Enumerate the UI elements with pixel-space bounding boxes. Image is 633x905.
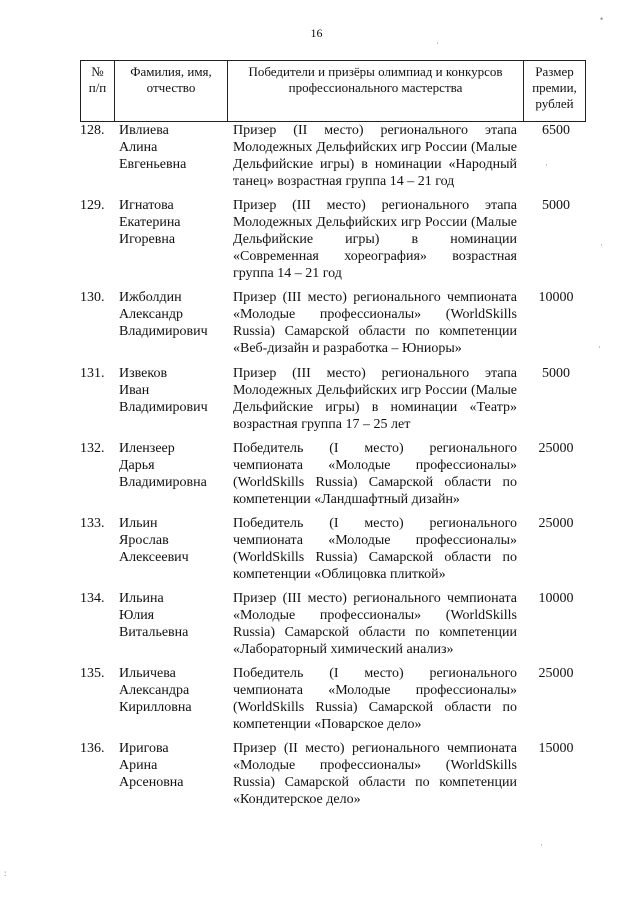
first-name: Ярослав <box>119 533 169 548</box>
full-name <box>119 590 229 641</box>
first-name: Екатерина <box>119 215 181 230</box>
surname: Ижболдин <box>119 290 182 305</box>
achievement-description: Призер (III место) регионального чемпионата «Молодые профессионалы» (WorldSkills Russia) Самарской области по компетенции «Веб-дизайн и разработка – Юниоры» <box>233 290 517 356</box>
row-number: 135. <box>80 666 105 681</box>
page-number: 16 <box>310 26 323 40</box>
row-number: 136. <box>80 741 105 756</box>
row-number: 130. <box>80 290 105 305</box>
patronymic: Владимирович <box>119 324 208 339</box>
full-name <box>119 197 229 248</box>
first-name: Алина <box>119 140 158 155</box>
achievement-description: Призер (III место) регионального чемпионата «Молодые профессионалы» (WorldSkills Russia) Самарской области по компетенции «Лабораторный химический анализ» <box>233 591 517 657</box>
prize-amount: 25000 <box>538 516 574 531</box>
row-number: 134. <box>80 591 105 606</box>
patronymic: Кирилловна <box>119 700 192 715</box>
prize-amount: 25000 <box>538 666 574 681</box>
prize-amount: 10000 <box>538 290 574 305</box>
row-number: 129. <box>80 198 105 213</box>
scan-speck: · <box>540 840 543 850</box>
achievement-description: Победитель (I место) регионального чемпионата «Молодые профессионалы» (WorldSkills Russia) Самарской области по компетенции «Облицовка плиткой» <box>233 516 517 582</box>
achievement-description: Победитель (I место) регионального чемпионата «Молодые профессионалы» (WorldSkills Russia) Самарской области по компетенции «Ландшафтный дизайн» <box>233 441 517 507</box>
header-desc: Победители и призёры олимпиад и конкурсов профессионального мастерства <box>228 61 524 122</box>
achievement-description: Призер (II место) регионального этапа Молодежных Дельфийских игр России (Малые Дельфийские игры) в номинации «Народный танец» возрастная группа 14 – 21 год <box>233 123 517 189</box>
full-name <box>119 122 229 173</box>
full-name <box>119 740 229 791</box>
patronymic: Евгеньевна <box>119 157 187 172</box>
first-name: Арина <box>119 758 158 773</box>
scan-speck: · <box>598 342 601 352</box>
achievement-description: Призер (II место) регионального чемпионата «Молодые профессионалы» (WorldSkills Russia) Самарской области по компетенции «Кондитерское дело» <box>233 741 517 807</box>
patronymic: Владимирович <box>119 400 208 415</box>
achievement-description: Победитель (I место) регионального чемпионата «Молодые профессионалы» (WorldSkills Russia) Самарской области по компетенции «Поварское дело» <box>233 666 517 732</box>
scan-speck: : <box>4 868 7 878</box>
surname: Ильин <box>119 516 158 531</box>
prize-amount: 6500 <box>542 123 570 138</box>
patronymic: Владимировна <box>119 475 207 490</box>
scan-speck: • <box>600 14 604 24</box>
surname: Извеков <box>119 366 168 381</box>
header-fio: Фамилия, имя, отчество <box>115 61 228 122</box>
scan-speck: · <box>545 160 548 170</box>
full-name <box>119 440 229 491</box>
surname: Иригова <box>119 741 169 756</box>
row-number: 133. <box>80 516 105 531</box>
patronymic: Арсеновна <box>119 775 184 790</box>
first-name: Александра <box>119 683 190 698</box>
first-name: Юлия <box>119 608 155 623</box>
surname: Ильичева <box>119 666 176 681</box>
header-amount: Размер премии, рублей <box>524 61 586 122</box>
row-number: 132. <box>80 441 105 456</box>
scan-speck: · <box>436 38 439 48</box>
row-number: 131. <box>80 366 105 381</box>
surname: Ильина <box>119 591 164 606</box>
scan-speck: · <box>600 240 603 250</box>
surname: Ивлиева <box>119 123 169 138</box>
header-num: № п/п <box>81 61 115 122</box>
patronymic: Витальевна <box>119 625 189 640</box>
first-name: Иван <box>119 383 150 398</box>
surname: Илензеер <box>119 441 175 456</box>
table-header <box>80 60 586 122</box>
prize-amount: 5000 <box>542 198 570 213</box>
row-number: 128. <box>80 123 105 138</box>
first-name: Александр <box>119 307 183 322</box>
achievement-description: Призер (III место) регионального этапа Молодежных Дельфийских игр России (Малые Дельфийские игры) в номинации «Театр» возрастная группа 17 – 25 лет <box>233 366 517 432</box>
full-name <box>119 665 229 716</box>
patronymic: Алексеевич <box>119 550 189 565</box>
first-name: Дарья <box>119 458 155 473</box>
prize-amount: 25000 <box>538 441 574 456</box>
prize-amount: 5000 <box>542 366 570 381</box>
full-name <box>119 289 229 340</box>
prize-amount: 10000 <box>538 591 574 606</box>
full-name <box>119 515 229 566</box>
achievement-description: Призер (III место) регионального этапа Молодежных Дельфийских игр России (Малые Дельфийские игры) в номинации «Современная хореография» возрастная группа 14 – 21 год <box>233 198 517 281</box>
prize-amount: 15000 <box>538 741 574 756</box>
patronymic: Игоревна <box>119 232 176 247</box>
full-name <box>119 365 229 416</box>
surname: Игнатова <box>119 198 174 213</box>
